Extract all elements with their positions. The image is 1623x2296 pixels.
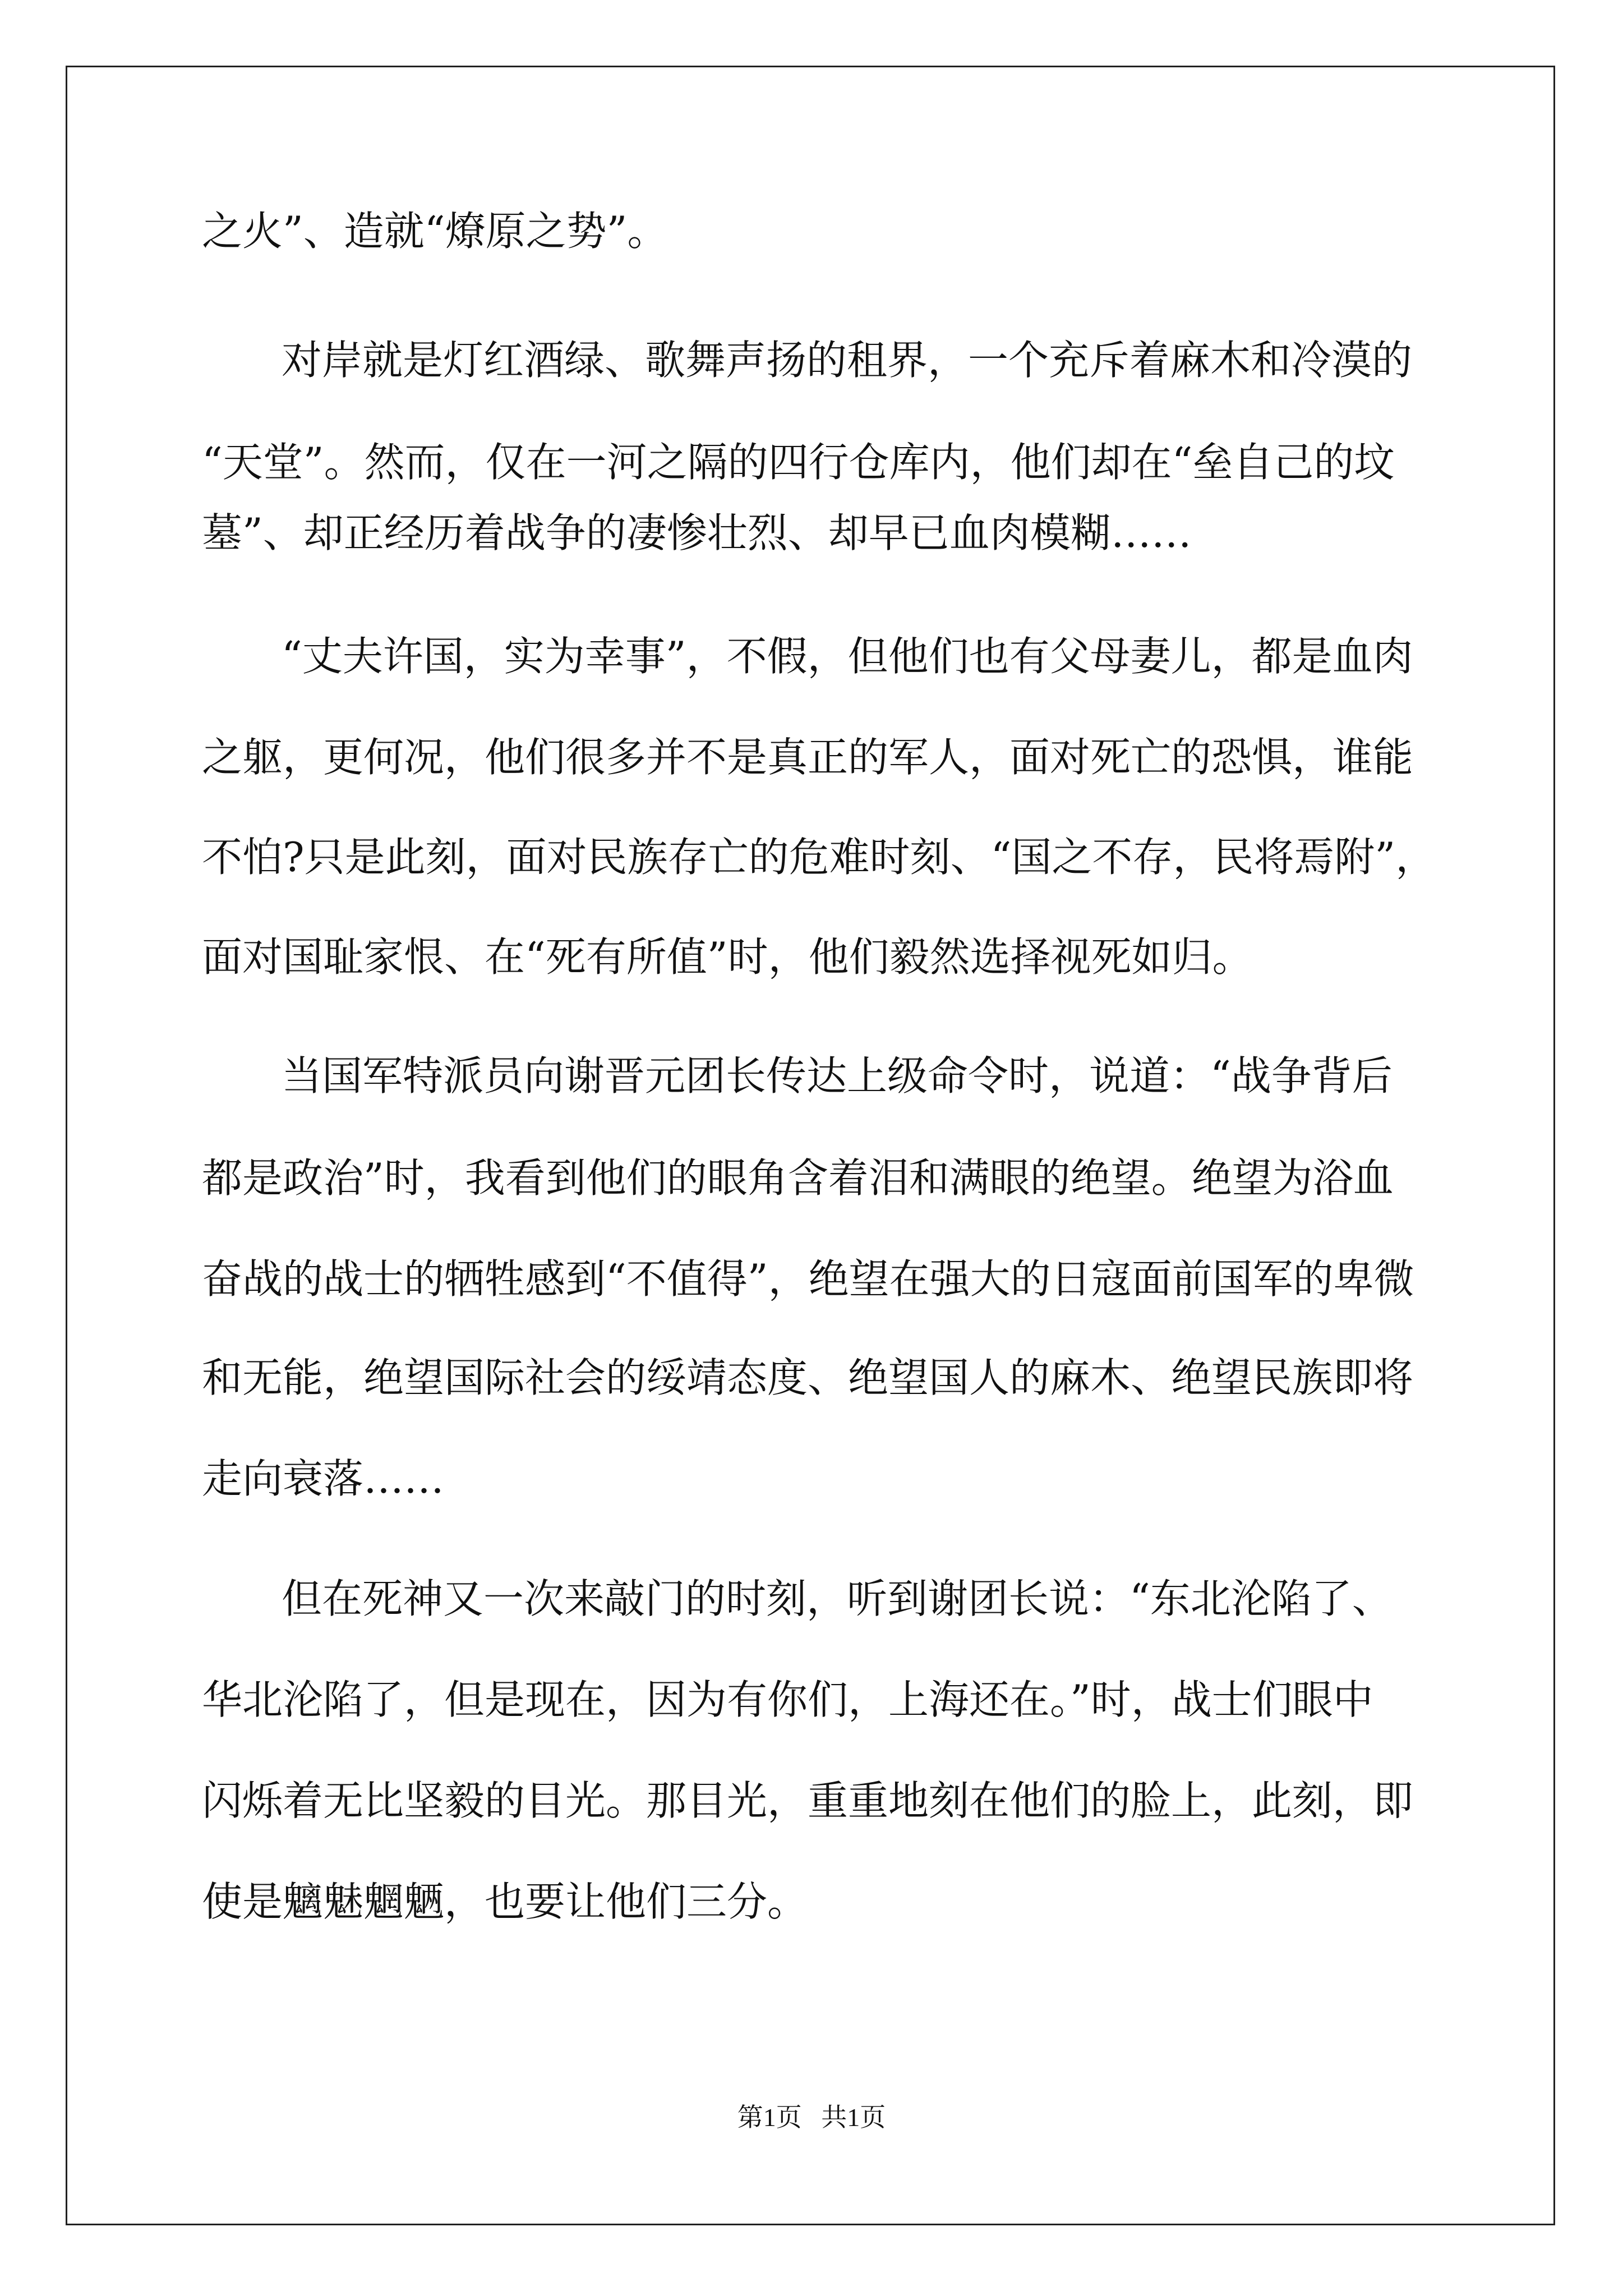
text-line: 对岸就是灯红酒绿、歌舞声扬的租界，一个充斥着麻木和冷漠的 xyxy=(282,337,1413,384)
text-line: 都是政治”时，我看到他们的眼角含着泪和满眼的绝望。绝望为浴血 xyxy=(202,1154,1394,1202)
text-line: 走向衰落…… xyxy=(202,1455,445,1502)
text-line: 之躯，更何况，他们很多并不是真正的军人，面对死亡的恐惧，谁能 xyxy=(202,734,1414,781)
text-line: 奋战的战士的牺牲感到“不值得”，绝望在强大的日寇面前国军的卑微 xyxy=(202,1255,1414,1303)
text-line: 不怕?只是此刻，面对民族存亡的危难时刻、“国之不存，民将焉附”， xyxy=(202,834,1436,881)
text-line: 闪烁着无比坚毅的目光。那目光，重重地刻在他们的脸上，此刻，即 xyxy=(202,1777,1414,1824)
text-line: 但在死神又一次来敲门的时刻，听到谢团长说：“东北沦陷了、 xyxy=(282,1575,1393,1622)
text-line: 墓”、却正经历着战争的凄惨壮烈、却早已血肉模糊…… xyxy=(202,509,1192,556)
text-line: 华北沦陷了，但是现在，因为有你们，上海还在。”时，战士们眼中 xyxy=(202,1676,1373,1723)
page-number-footer: 第1页 共1页 xyxy=(737,2103,886,2132)
text-line: 面对国耻家恨、在“死有所值”时，他们毅然选择视死如归。 xyxy=(202,933,1253,981)
text-line: “天堂”。然而，仅在一河之隔的四行仓库内，他们却在“垒自己的坟 xyxy=(202,439,1395,486)
text-line: 当国军特派员向谢晋元团长传达上级命令时，说道：“战争背后 xyxy=(282,1052,1393,1099)
text-line: “丈夫许国，实为幸事”，不假，但他们也有父母妻儿，都是血肉 xyxy=(282,633,1413,680)
text-line: 使是魑魅魍魉，也要让他们三分。 xyxy=(202,1878,808,1925)
text-line: 和无能，绝望国际社会的绥靖态度、绝望国人的麻木、绝望民族即将 xyxy=(202,1354,1414,1401)
text-line: 之火”、造就“燎原之势”。 xyxy=(202,208,668,255)
